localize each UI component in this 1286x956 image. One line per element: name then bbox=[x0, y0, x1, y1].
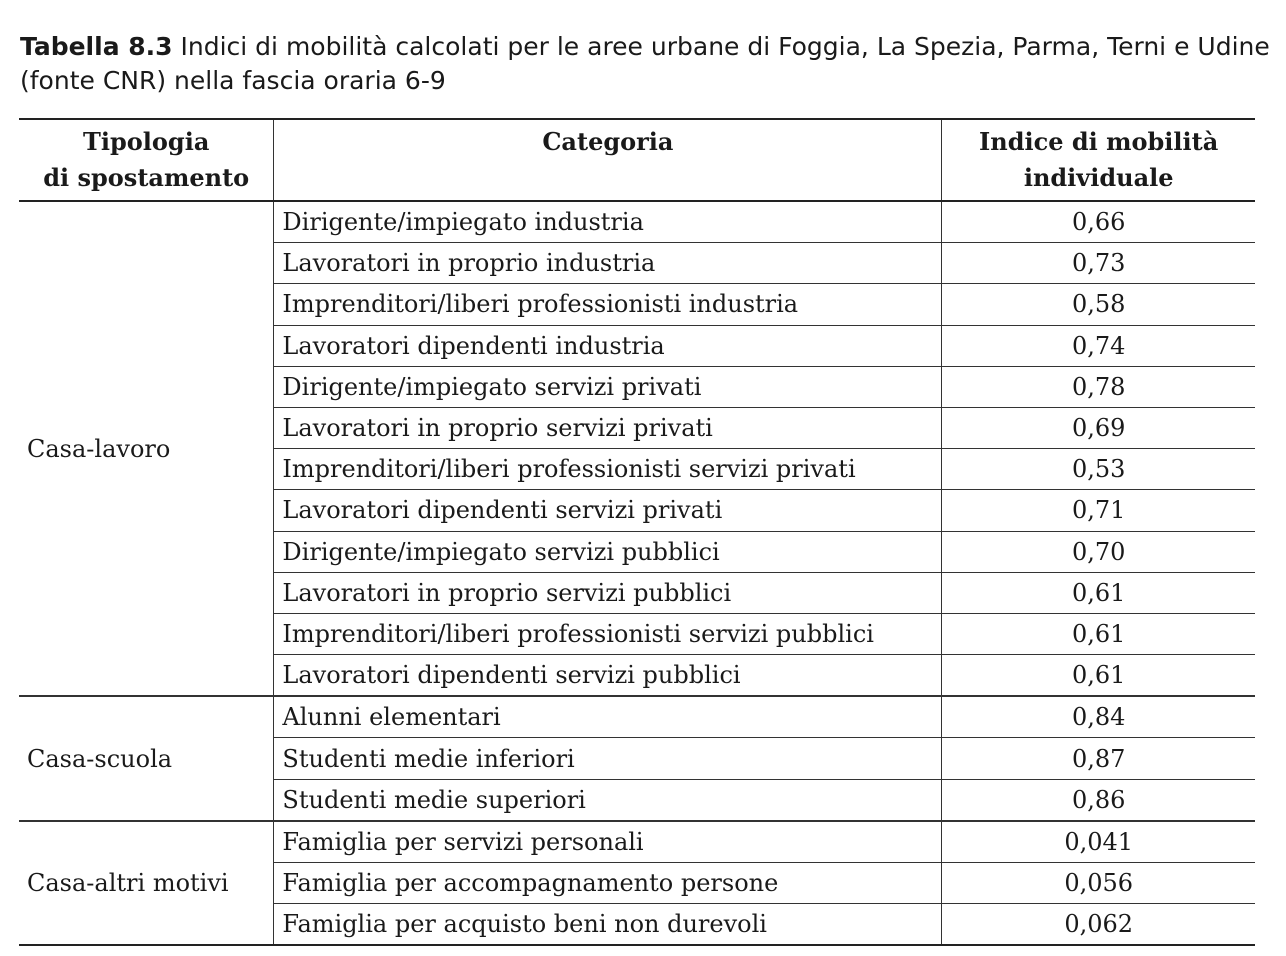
header-tipologia bbox=[19, 119, 274, 201]
mobility-index-table bbox=[19, 118, 1255, 946]
index-value-cell: 0,041 bbox=[942, 821, 1255, 863]
index-value-cell: 0,53 bbox=[942, 449, 1255, 490]
category-cell: Dirigente/impiegato servizi pubblici bbox=[274, 531, 942, 572]
category-cell: Famiglia per acquisto beni non durevoli bbox=[274, 904, 942, 946]
category-cell: Lavoratori in proprio servizi pubblici bbox=[274, 572, 942, 613]
index-value-cell: 0,062 bbox=[1064, 910, 1134, 939]
index-value-cell: 0,86 bbox=[1071, 785, 1126, 814]
table-header-row bbox=[19, 119, 1255, 201]
category-cell: Alunni elementari bbox=[274, 696, 942, 738]
index-value-cell: 0,74 bbox=[942, 325, 1255, 366]
header-indice-line1: Indice di mobilità bbox=[979, 127, 1219, 156]
category-cell: Lavoratori in proprio servizi privati bbox=[274, 407, 942, 448]
table-group bbox=[19, 821, 1255, 946]
category-cell: Imprenditori/liberi professionisti servizi privati bbox=[274, 449, 942, 490]
index-value-cell: 0,66 bbox=[942, 201, 1255, 243]
group-type-cell: Casa-lavoro bbox=[27, 434, 171, 463]
table-row bbox=[19, 201, 1255, 243]
index-value-cell: 0,87 bbox=[942, 738, 1255, 779]
header-categoria: Categoria bbox=[274, 119, 942, 201]
table-group bbox=[19, 696, 1255, 821]
index-value-cell: 0,73 bbox=[942, 243, 1255, 284]
category-cell: Famiglia per servizi personali bbox=[274, 821, 942, 863]
header-indice-line2: individuale bbox=[1023, 163, 1174, 192]
category-cell: Lavoratori dipendenti servizi pubblici bbox=[274, 655, 942, 697]
table-group bbox=[19, 201, 1255, 696]
category-cell: Studenti medie inferiori bbox=[274, 738, 942, 779]
index-value-cell: 0,84 bbox=[942, 696, 1255, 738]
caption-text: Indici di mobilità calcolati per le aree urbane di Foggia, La Spezia, Parma, Terni e Udine (fonte CNR) nella fascia oraria 6-9 bbox=[20, 32, 1270, 95]
category-cell: Dirigente/impiegato industria bbox=[274, 201, 942, 243]
category-cell: Dirigente/impiegato servizi privati bbox=[274, 366, 942, 407]
index-value-cell: 0,056 bbox=[942, 863, 1255, 904]
table-row bbox=[19, 696, 1255, 738]
table-row bbox=[19, 821, 1255, 863]
category-cell: Lavoratori dipendenti industria bbox=[274, 325, 942, 366]
index-value-cell: 0,61 bbox=[942, 613, 1255, 654]
header-indice bbox=[942, 119, 1255, 201]
table-caption bbox=[20, 30, 1270, 98]
group-type-cell: Casa-scuola bbox=[27, 744, 173, 773]
category-cell: Famiglia per accompagnamento persone bbox=[274, 863, 942, 904]
index-value-cell: 0,71 bbox=[942, 490, 1255, 531]
category-cell: Lavoratori dipendenti servizi privati bbox=[274, 490, 942, 531]
category-cell: Imprenditori/liberi professionisti servizi pubblici bbox=[274, 613, 942, 654]
group-type-cell: Casa-altri motivi bbox=[27, 869, 229, 898]
index-value-cell: 0,78 bbox=[942, 366, 1255, 407]
index-value-cell: 0,61 bbox=[942, 572, 1255, 613]
header-tipologia-line2: di spostamento bbox=[43, 163, 250, 192]
category-cell: Lavoratori in proprio industria bbox=[274, 243, 942, 284]
caption-label: Tabella 8.3 bbox=[20, 32, 173, 61]
header-tipologia-line1: Tipologia bbox=[83, 127, 210, 156]
index-value-cell: 0,58 bbox=[942, 284, 1255, 325]
index-value-cell: 0,70 bbox=[942, 531, 1255, 572]
category-cell: Studenti medie superiori bbox=[274, 779, 942, 821]
index-value-cell: 0,69 bbox=[942, 407, 1255, 448]
category-cell: Imprenditori/liberi professionisti industria bbox=[274, 284, 942, 325]
index-value-cell: 0,61 bbox=[1071, 661, 1126, 690]
